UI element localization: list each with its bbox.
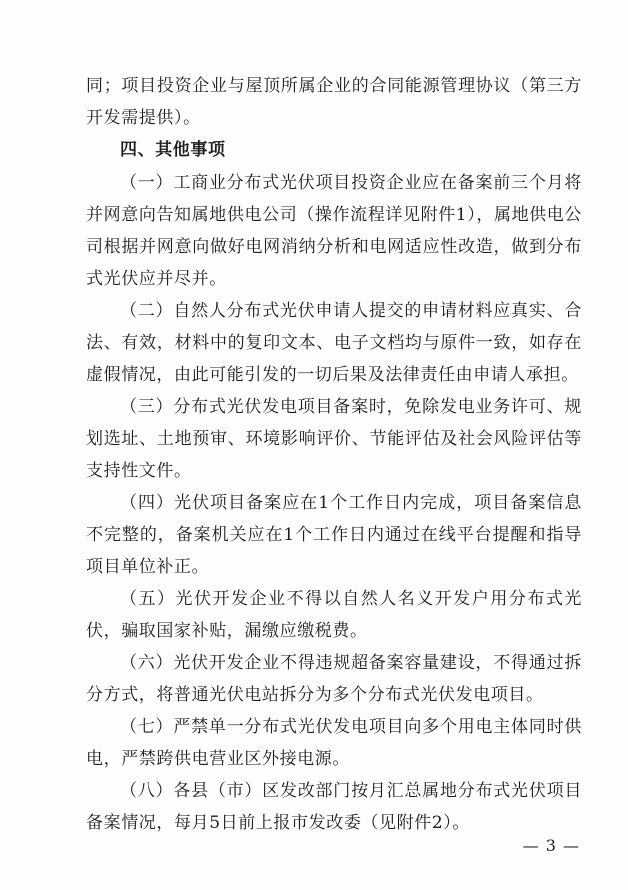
continuation-paragraph: 同；项目投资企业与屋顶所属企业的合同能源管理协议（第三方开发需提供）。 xyxy=(86,76,582,128)
item-4-paragraph: （四）光伏项目备案应在1个工作日内完成，项目备案信息不完整的，备案机关应在1个工作日内通过在线平台提醒和指导项目单位补正。 xyxy=(86,493,582,577)
section-heading: 四、其他事项 xyxy=(120,140,226,160)
page-number: — 3 — xyxy=(522,836,580,855)
item-2-paragraph: （二）自然人分布式光伏申请人提交的申请材料应真实、合法、有效，材料中的复印文本、电子文档均与原件一致，如存在虚假情况，由此可能引发的一切后果及法律责任由申请人承担。 xyxy=(86,301,582,385)
item-5-paragraph: （五）光伏开发企业不得以自然人名义开发户用分布式光伏，骗取国家补贴，漏缴应缴税费。 xyxy=(86,589,582,641)
document-body xyxy=(86,70,582,839)
item-8-paragraph: （八）各县（市）区发改部门按月汇总属地分布式光伏项目备案情况，每月5日前上报市发改委（见附件2）。 xyxy=(86,781,582,833)
item-7-paragraph: （七）严禁单一分布式光伏发电项目向多个用电主体同时供电，严禁跨供电营业区外接电源。 xyxy=(86,717,582,769)
item-3-paragraph: （三）分布式光伏发电项目备案时，免除发电业务许可、规划选址、土地预审、环境影响评价、节能评估及社会风险评估等支持性文件。 xyxy=(86,397,582,481)
item-6-paragraph: （六）光伏开发企业不得违规超备案容量建设，不得通过拆分方式，将普通光伏电站拆分为多个分布式光伏发电项目。 xyxy=(86,653,582,705)
item-1-paragraph: （一）工商业分布式光伏项目投资企业应在备案前三个月将并网意向告知属地供电公司（操作流程详见附件1），属地供电公司根据并网意向做好电网消纳分析和电网适应性改造，做到分布式光伏应并尽并。 xyxy=(86,173,582,289)
